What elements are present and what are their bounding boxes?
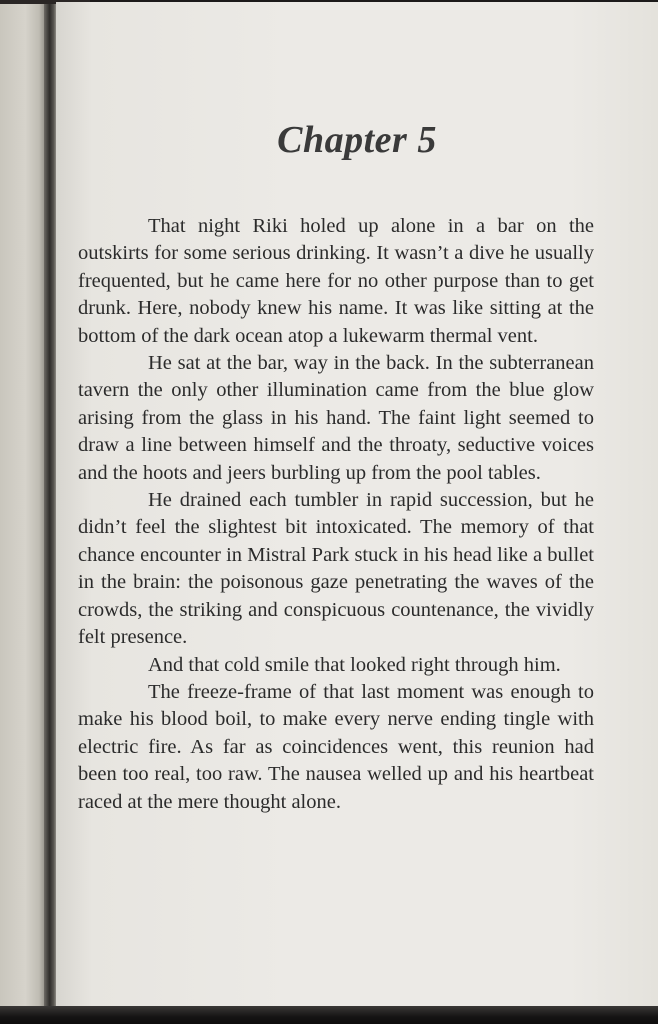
paragraph: That night Riki holed up alone in a bar on the outskirts for some serious drinking. It wasn’t a dive he usually frequented, but he came here for no other purpose than to get drunk. Here, nobody knew his name. It was like sitting at the bottom of the dark ocean atop a lukewarm thermal vent. [78,215,594,347]
previous-page-edge [0,4,46,1008]
paragraph: He sat at the bar, way in the back. In the subterranean tavern the only other illumination came from the blue glow arising from the glass in his hand. The faint light seemed to draw a line between himself and the throaty, seductive voices and the hoots and jeers burbling up from the pool tables. [78,352,594,484]
paragraph: The freeze-frame of that last moment was enough to make his blood boil, to make every nerve ending tingle with electric fire. As far as coincidences went, this reunion had been too real, too raw. The nausea welled up and his heartbeat raced at the mere thought alone. [78,680,594,813]
paragraph: He drained each tumbler in rapid succession, but he didn’t feel the slightest bit intoxicated. The memory of that chance encounter in Mistral Park stuck in his head like a bullet in the brain: the poisonous gaze penetrating the waves of the crowds, the striking and conspicuous countenance, the vividly felt presence. [78,489,594,649]
paragraph: And that cold smile that looked right through him. [148,653,561,676]
chapter-body [78,213,594,816]
bottom-edge-shadow [0,1006,658,1024]
chapter-title: Chapter 5 [277,119,437,161]
book-page [56,2,658,1008]
